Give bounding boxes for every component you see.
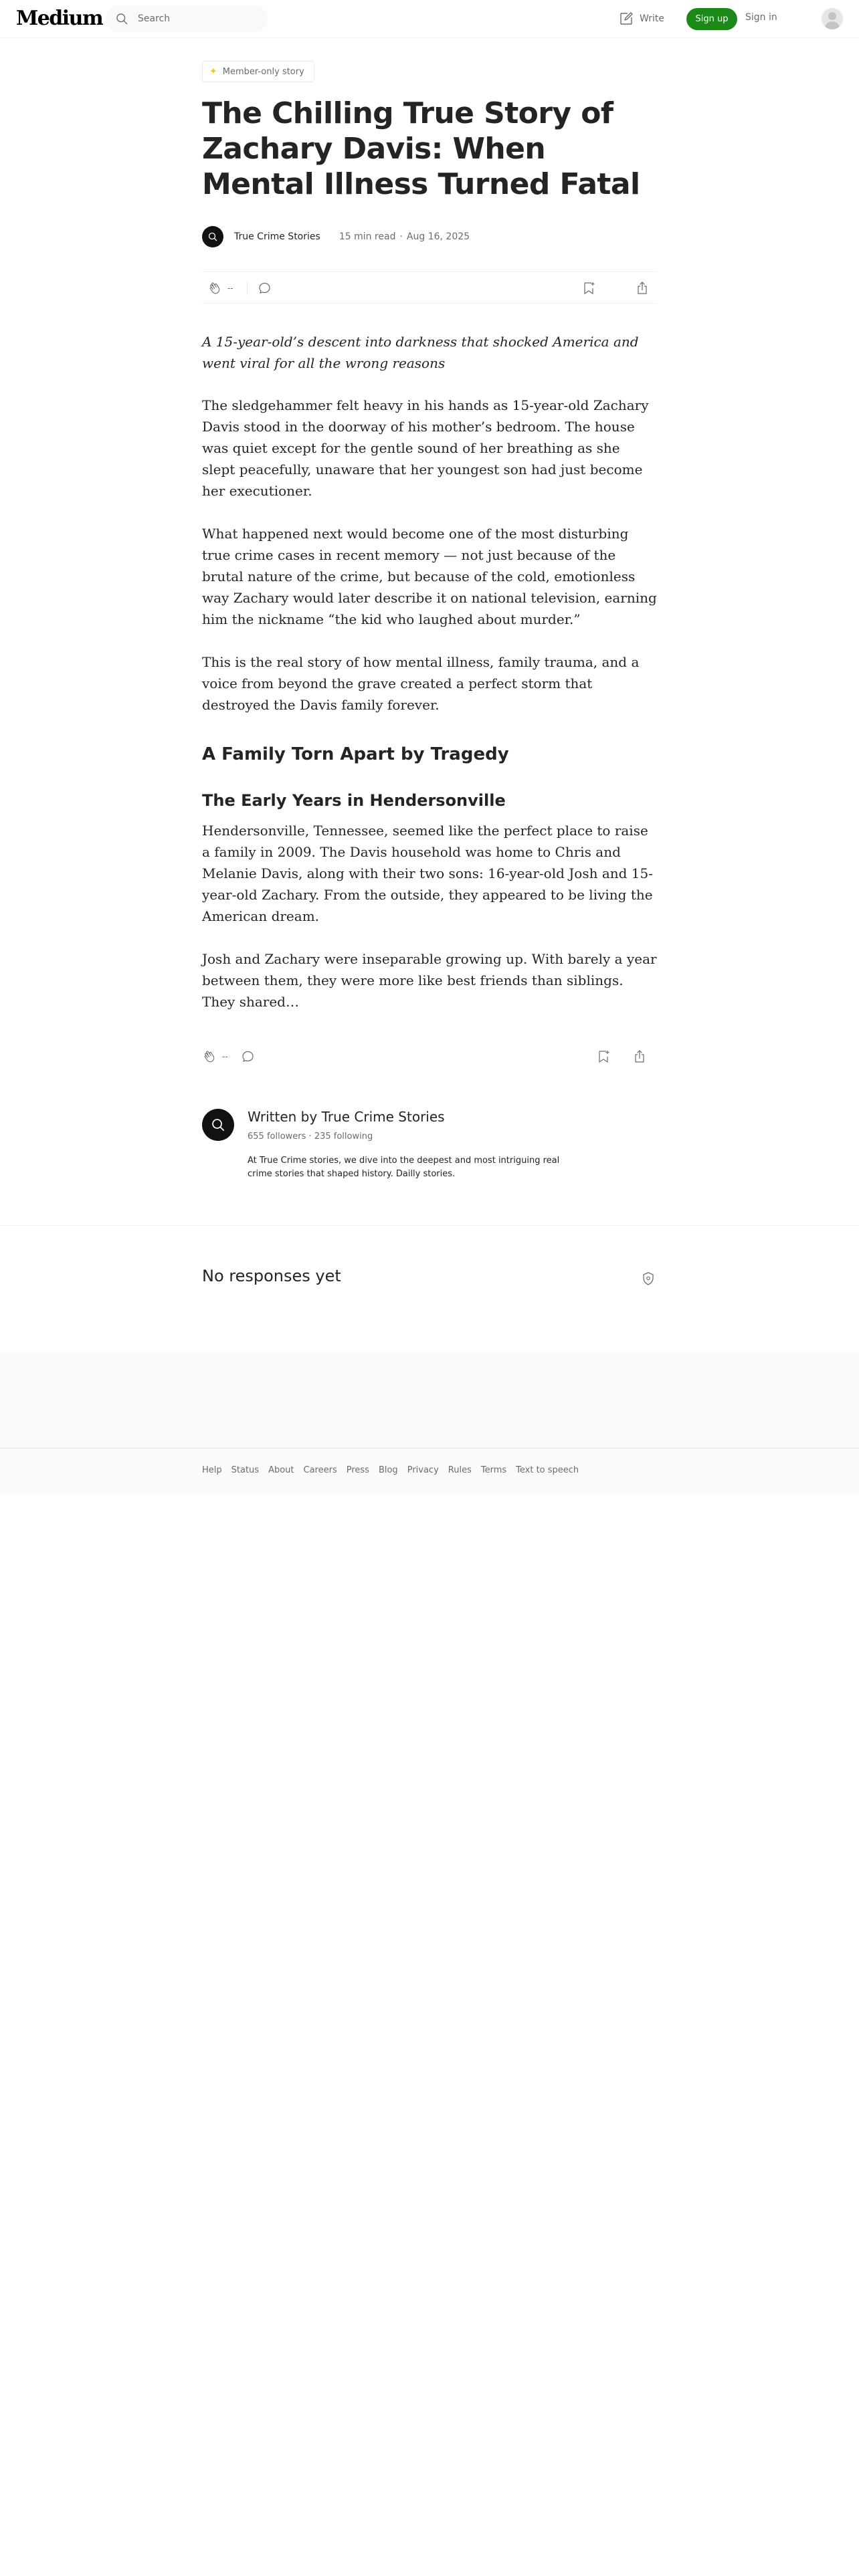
- user-silhouette-icon: [822, 8, 843, 29]
- footer-link-about[interactable]: About: [268, 1465, 294, 1475]
- footer-link-help[interactable]: Help: [202, 1465, 222, 1475]
- sign-up-button[interactable]: Sign up: [686, 8, 737, 30]
- paragraph: The sledgehammer felt heavy in his hands as 15-year-old Zachary Davis stood in the doorway of his mother’s bedroom. The house was quiet except for the gentle sound of her breathing as she slept peacefully, unaware that her youngest son had just become her executioner.: [202, 397, 649, 499]
- divider: [247, 281, 248, 296]
- share-icon[interactable]: [632, 1049, 648, 1065]
- magnifier-logo-icon: [207, 231, 219, 243]
- write-button[interactable]: [618, 9, 664, 28]
- write-icon: [618, 11, 634, 27]
- section-heading: A Family Torn Apart by Tragedy: [202, 744, 509, 764]
- clap-count: --: [227, 284, 233, 293]
- comment-icon[interactable]: [257, 280, 273, 296]
- footer-link-status[interactable]: Status: [231, 1465, 260, 1475]
- member-only-badge: [202, 61, 314, 82]
- clap-count: --: [222, 1052, 228, 1061]
- article-subtitle: A 15-year-old’s descent into darkness that shocked America and went viral for all the wrong reasons: [202, 334, 639, 371]
- magnifier-logo-icon: [209, 1116, 227, 1134]
- author-card: [202, 1106, 657, 1186]
- article-action-bar: [202, 272, 657, 304]
- footer-links: [202, 1465, 579, 1475]
- clap-control[interactable]: [202, 1049, 228, 1065]
- article-title: The Chilling True Story of Zachary Davis: When Mental Illness Turned Fatal: [202, 96, 640, 201]
- footer: [0, 1352, 859, 1495]
- search-input[interactable]: [138, 5, 258, 32]
- paragraph: This is the real story of how mental illness, family trauma, and a voice from beyond the grave created a perfect storm that destroyed the Davis family forever.: [202, 654, 640, 713]
- search-box[interactable]: [106, 5, 268, 32]
- comment-icon[interactable]: [240, 1049, 256, 1065]
- top-navigation-bar: [0, 0, 859, 38]
- following-count[interactable]: 235 following: [314, 1132, 373, 1142]
- byline: [202, 225, 657, 249]
- publication-name[interactable]: True Crime Stories: [234, 231, 320, 242]
- paragraph: Hendersonville, Tennessee, seemed like the perfect place to raise a family in 2009. The Davis household was home to Chris and Melanie Davis, along with their two sons: 16-year-old Josh and 15-year-old Zachary. From the outside, they appeared to be living the American dream.: [202, 823, 654, 924]
- section-divider: [0, 1225, 859, 1226]
- user-avatar[interactable]: [822, 8, 843, 29]
- share-icon[interactable]: [634, 280, 650, 296]
- bookmark-add-icon[interactable]: [581, 280, 597, 296]
- paragraph: Josh and Zachary were inseparable growing up. With barely a year between them, they were more like best friends than siblings. They shared…: [202, 951, 657, 1010]
- search-icon: [115, 12, 128, 25]
- footer-link-terms[interactable]: Terms: [480, 1465, 507, 1475]
- dot-separator: ·: [308, 1132, 314, 1142]
- dot-separator: ·: [399, 231, 403, 242]
- paragraph: What happened next would become one of the most disturbing true crime cases in recent memory — not just because of the brutal nature of the crime, but because of the cold, emotionless way Zachary would later describe it on national television, earning him the nickname “the kid who laughed about murder.”: [202, 526, 657, 627]
- footer-link-careers[interactable]: Careers: [303, 1465, 337, 1475]
- publication-avatar[interactable]: [202, 226, 223, 247]
- publish-date: Aug 16, 2025: [406, 231, 470, 242]
- footer-link-blog[interactable]: Blog: [378, 1465, 398, 1475]
- medium-logo[interactable]: Medium: [16, 7, 103, 30]
- subsection-heading: The Early Years in Hendersonville: [202, 791, 506, 810]
- shield-icon[interactable]: [641, 1271, 656, 1287]
- footer-link-press[interactable]: Press: [346, 1465, 369, 1475]
- footer-link-privacy[interactable]: Privacy: [407, 1465, 439, 1475]
- author-stats: [248, 1132, 373, 1142]
- sign-in-link[interactable]: Sign in: [745, 12, 777, 23]
- responses-title: No responses yet: [202, 1267, 341, 1285]
- star-icon: ✦: [209, 66, 217, 77]
- member-only-label: Member-only story: [222, 66, 304, 77]
- author-bio: At True Crime stories, we dive into the deepest and most intriguing real crime stories that shaped history. Dailly stories.: [248, 1156, 560, 1179]
- footer-link-rules[interactable]: Rules: [448, 1465, 472, 1475]
- author-name[interactable]: Written by True Crime Stories: [248, 1109, 445, 1125]
- footer-link-text-to-speech[interactable]: Text to speech: [516, 1465, 579, 1475]
- author-avatar[interactable]: [202, 1109, 234, 1141]
- bottom-action-bar: [202, 1049, 657, 1069]
- clap-icon[interactable]: [202, 1049, 218, 1065]
- read-time: 15 min read: [339, 231, 396, 242]
- bookmark-add-icon[interactable]: [595, 1049, 611, 1065]
- followers-count[interactable]: 655 followers: [248, 1132, 306, 1142]
- clap-icon[interactable]: [207, 280, 223, 296]
- write-label: Write: [640, 13, 664, 24]
